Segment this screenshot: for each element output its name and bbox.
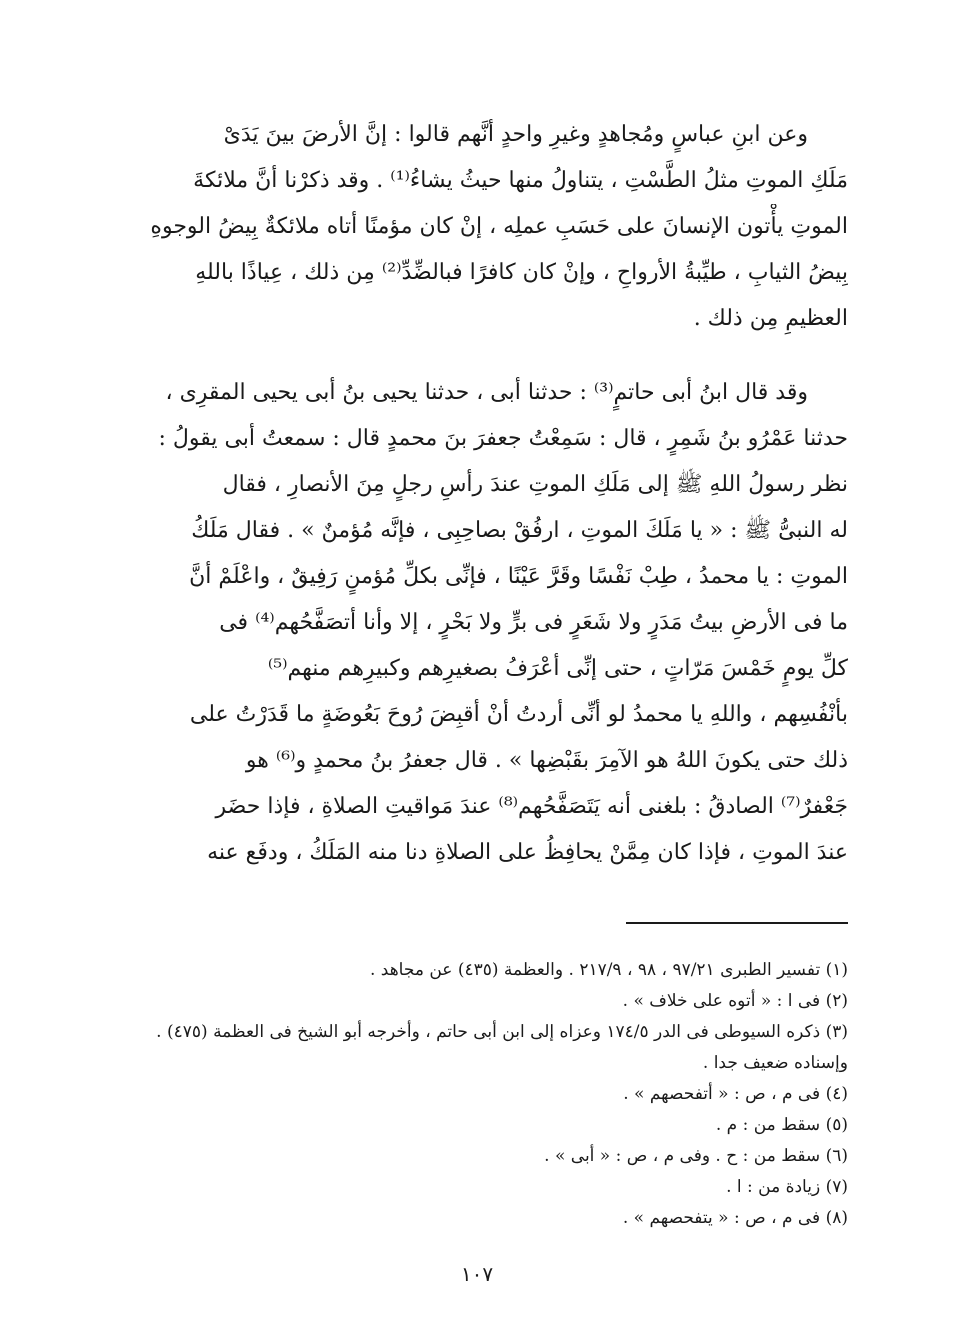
text-line: ذلك حتى يكونَ اللهُ هو الآمِرَ بقَبْضِها » . قال جعفرُ بنُ محمدٍ و⁽⁶⁾ هو bbox=[245, 748, 848, 773]
footnote-1: (١) تفسير الطبرى ٩٧/٢١ ، ٩٨ ، ٢١٧/٩ . والعظمة (٤٣٥) عن مجاهد . bbox=[369, 960, 848, 980]
text-line: كلِّ يومٍ خَمْسَ مَرّاتٍ ، حتى إنِّى أعْرَفُ بصغيرِهم وكبيرِهم منهم⁽⁵⁾ bbox=[267, 656, 848, 681]
footnote-3-continued: وإسناده ضعيف جدا . bbox=[702, 1053, 848, 1073]
text-line: له النبىُّ ﷺ : « يا مَلَكَ الموتِ ، ارفُقْ بصاحِبِى ، فإنَّه مُؤمنٌ » . فقال مَلَكُ bbox=[191, 518, 848, 543]
paragraph-2 bbox=[130, 370, 848, 876]
text-line: مَلَكِ الموتِ مثلُ الطَّسْتِ ، يتناولُ منها حيثُ يشاءُ⁽¹⁾ . وقد ذكرْنا أنَّ ملائكةَ bbox=[193, 168, 848, 193]
text-line: وقد قال ابنُ أبى حاتمٍ⁽³⁾ : حدثنا أبى ، حدثنا يحيى بنُ أبى يحيى المقرِى ، bbox=[165, 380, 808, 405]
text-line: بأنْفُسِهم ، واللهِ يا محمدُ لو أنِّى أردتُ أنْ أقبِضَ رُوحَ بَعُوضَةٍ ما قَدَرْتُ على bbox=[189, 702, 848, 727]
footnote-separator bbox=[626, 922, 848, 924]
page-number: ١٠٧ bbox=[460, 1262, 494, 1286]
footnote-3: (٣) ذكره السيوطى فى الدر ١٧٤/٥ وعزاه إلى ابن أبى حاتم ، وأخرجه أبو الشيخ فى العظمة (٤٧٥) . bbox=[156, 1022, 848, 1042]
text-line: حدثنا عَمْرُو بنُ شَمِرٍ ، قال : سَمِعْتُ جعفرَ بنَ محمدٍ قال : سمعتُ أبى يقولُ : bbox=[158, 426, 848, 451]
text-line: ما فى الأرضِ بيتُ مَدَرٍ ولا شَعَرٍ فى برٍّ ولا بَحْرٍ ، إلا وأنا أتصَفَّحُهم⁽⁴⁾ فى bbox=[219, 610, 848, 635]
footnote-8: (٨) فى م ، ص : « يتفحصهم » . bbox=[622, 1208, 848, 1228]
footnotes bbox=[130, 955, 848, 1234]
text-line: العظيمِ مِن ذلك . bbox=[693, 306, 848, 331]
text-line: بِيضُ الثيابِ ، طيِّبةُ الأرواحِ ، وإنْ كان كافرًا فبالضِّدِّ⁽²⁾ مِن ذلك ، عِياذًا باللهِ bbox=[195, 260, 848, 285]
footnote-2: (٢) فى ا : « أتوه على خلاف » . bbox=[622, 991, 848, 1011]
text-line: جَعْفرٌ⁽⁷⁾ الصادقُ : بلغنى أنه يَتَصَفَّحُهم⁽⁸⁾ عندَ مَواقيتِ الصلاةِ ، فإذا حضَر bbox=[215, 794, 848, 819]
footnote-7: (٧) زيادة من : ا . bbox=[726, 1177, 848, 1197]
footnote-6: (٦) سقط من : ح . وفى م ، ص : « أبى » . bbox=[544, 1146, 848, 1166]
footnote-4: (٤) فى م ، ص : « أتفحصهم » . bbox=[623, 1084, 848, 1104]
text-line: وعن ابنِ عباسٍ ومُجاهدٍ وغيرِ واحدٍ أنَّهم قالوا : إنَّ الأرضَ بينَ يَدَىْ bbox=[223, 122, 808, 147]
footnote-5: (٥) سقط من : م . bbox=[715, 1115, 848, 1135]
paragraph-1 bbox=[130, 112, 848, 342]
text-line: الموتِ : يا محمدُ ، طِبْ نَفْسًا وقَرَّ عَيْنًا ، فإنِّى بكلِّ مُؤمنٍ رَفِيقٌ ، واعْلَمْ أنَّ bbox=[189, 564, 848, 589]
text-line: الموتِ يأْتون الإنسانَ على حَسَبِ عملِه ، إنْ كان مؤمنًا أتاه ملائكةٌ بِيضُ الوجوهِ bbox=[150, 214, 848, 239]
text-line: نظر رسولُ اللهِ ﷺ إلى مَلَكِ الموتِ عندَ رأسِ رجلٍ مِنَ الأنصارِ ، فقال bbox=[222, 472, 848, 497]
text-line: عندَ الموتِ ، فإذا كان مِمَّنْ يحافِظُ على الصلاةِ دنا منه المَلَكُ ، ودفَع عنه bbox=[207, 840, 848, 865]
